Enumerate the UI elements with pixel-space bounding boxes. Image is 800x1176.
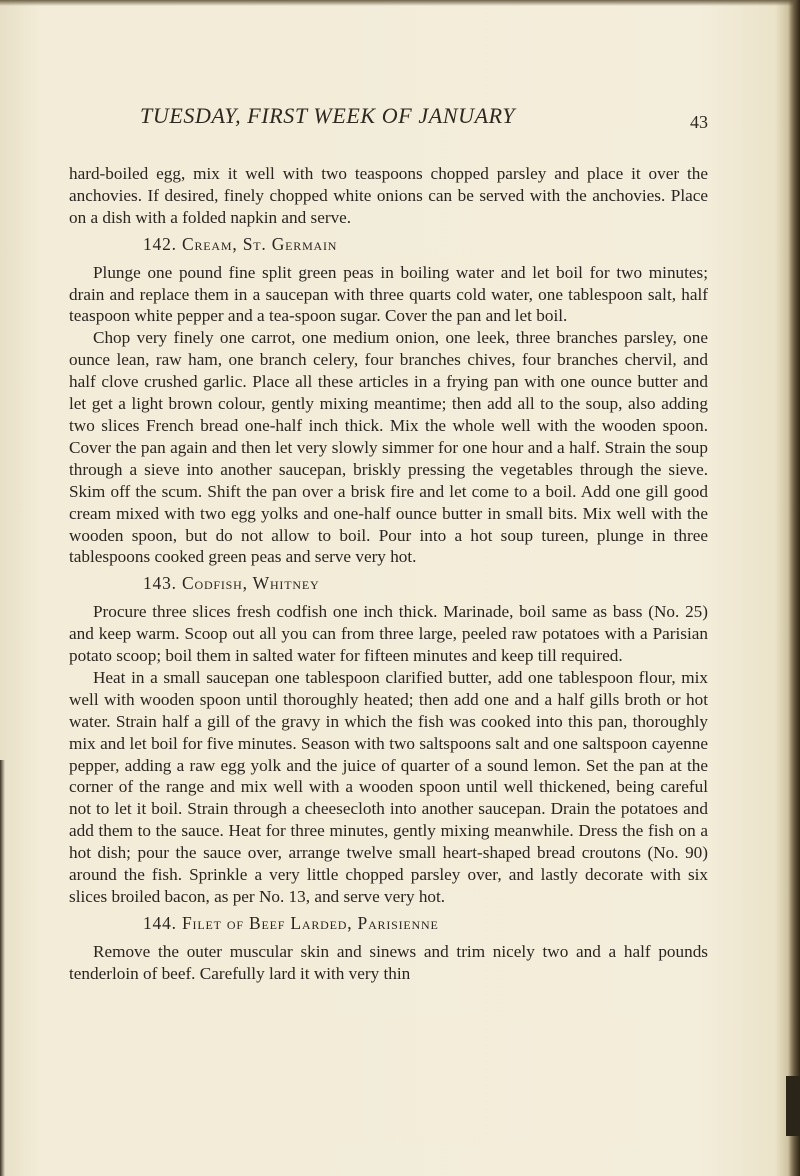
page-top-shadow — [0, 0, 800, 6]
recipe-142-paragraph-1: Plunge one pound fine split green peas in boiling water and let boil for two minutes; drain and replace them in a saucepan with three quarts cold water, one tablespoon salt, half teaspoon white pepper and a tea-spoon sugar. Cover the pan and let boil. — [69, 262, 708, 326]
page-binding-edge — [788, 0, 800, 1176]
recipe-143-paragraph-2: Heat in a small saucepan one tablespoon clarified butter, add one tablespoon flour, mix well with wooden spoon until thoroughly heated; then add one and a half gills broth or hot water. Strain half a gill of the gravy in which the fish was cooked into this pan, thoroughly mix and let boil for five minutes. Season with two saltspoons salt and one saltspoon cayenne pepper, adding a raw egg yolk and the juice of quarter of a sound lemon. Set the pan at the corner of the range and mix well with a wooden spoon until well thickened, being careful not to let it boil. Strain through a cheesecloth into another saucepan. Drain the potatoes and add them to the sauce. Heat for three minutes, gently mixing meanwhile. Dress the fish on a hot dish; pour the sauce over, arrange twelve small heart-shaped bread croutons (No. 90) around the fish. Sprinkle a very little chopped parsley over, and lastly decorate with six slices broiled bacon, as per No. 13, and serve very hot. — [69, 667, 708, 906]
recipe-143-heading: 143. Codfish, Whitney — [143, 573, 320, 594]
page-corner-shadow — [786, 1076, 800, 1136]
page-body — [69, 163, 708, 985]
recipe-142-paragraph-2: Chop very finely one carrot, one medium onion, one leek, three branches parsley, one ounce lean, raw ham, one branch celery, four branches chives, four branches chervil, and half clove crushed garlic. Place all these articles in a frying pan with one ounce butter and let get a light brown colour, gently mixing meantime; then add all to the soup, also adding two slices French bread one-half inch thick. Mix the whole well with the wooden spoon. Cover the pan again and then let very slowly simmer for one hour and a half. Strain the soup through a sieve into another saucepan, briskly pressing the vegetables through the sieve. Skim off the scum. Shift the pan over a brisk fire and let come to a boil. Add one gill good cream mixed with two egg yolks and one-half ounce butter in small bits. Mix well with the wooden spoon, but do not allow to boil. Pour into a hot soup tureen, plunge in three tablespoons cooked green peas and serve very hot. — [69, 328, 708, 567]
recipe-144-heading: 144. Filet of Beef Larded, Parisienne — [143, 912, 439, 933]
page-number: 43 — [690, 112, 708, 132]
recipe-143-paragraph-1: Procure three slices fresh codfish one inch thick. Marinade, boil same as bass (No. 25) and keep warm. Scoop out all you can from three large, peeled raw potatoes with a Parisian potato scoop; boil them in salted water for fifteen minutes and keep till required. — [69, 602, 708, 666]
recipe-144-paragraph-1: Remove the outer muscular skin and sinews and trim nicely two and a half pounds tenderloin of beef. Carefully lard it with very thin — [69, 941, 708, 983]
running-head: TUESDAY, FIRST WEEK OF JANUARY — [140, 103, 516, 128]
recipe-142-heading: 142. Cream, St. Germain — [143, 233, 338, 254]
page-left-edge — [0, 760, 5, 1176]
intro-paragraph: hard-boiled egg, mix it well with two teaspoons chopped parsley and place it over the anchovies. If desired, finely chopped white onions can be served with the anchovies. Place on a dish with a folded napkin and serve. — [69, 164, 708, 227]
